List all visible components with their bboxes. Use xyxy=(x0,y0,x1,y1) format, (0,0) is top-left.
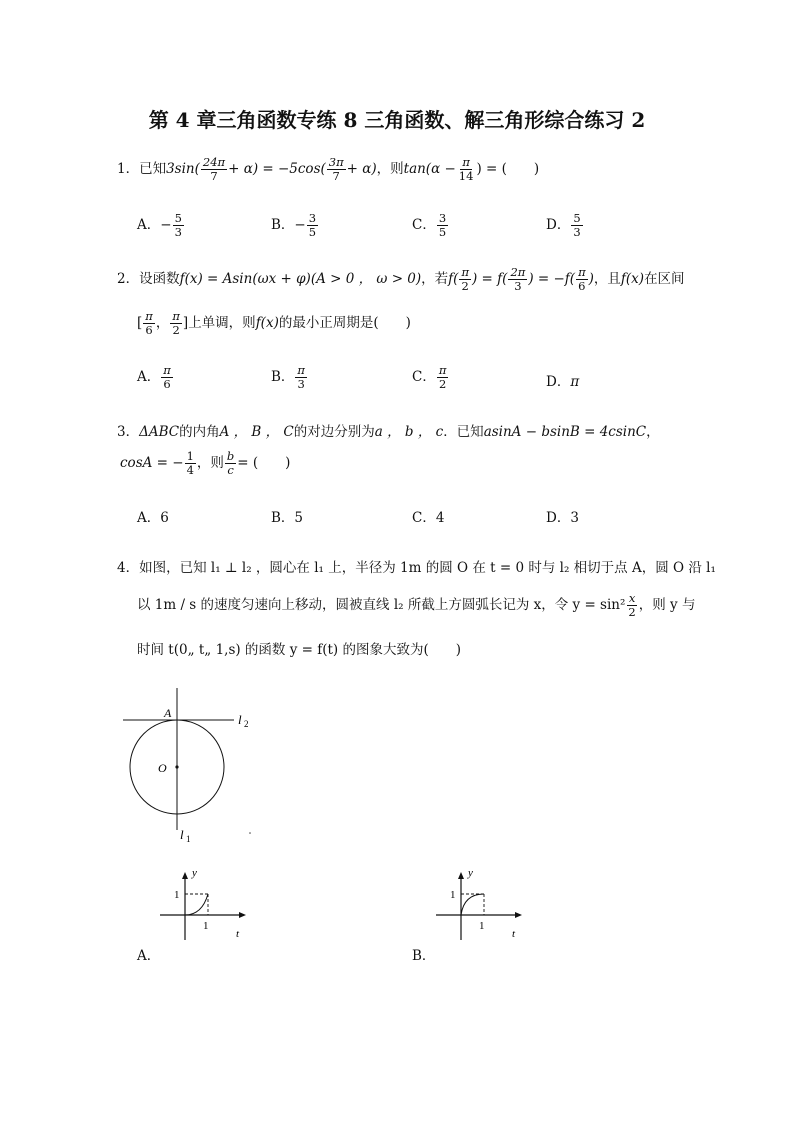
option-a[interactable]: A．− $\frac{5}{3}$ xyxy=(137,211,182,239)
label-a: A xyxy=(164,706,172,720)
question-3-line-2: cosA = − $\frac{1}{4}$ ，则 $\frac{b}{c}$ = ( ) xyxy=(120,449,291,477)
graph-option-b xyxy=(436,862,536,942)
question-4-line-2: 以 1m / s 的速度匀速向上移动，圆被直线 l₂ 所截上方圆弧长记为 x，令 y = sin² $\frac{x}{2}$ ，则 y 与 xyxy=(137,591,696,619)
y-axis-arrow xyxy=(458,872,464,879)
math: f(x) xyxy=(620,271,645,287)
y-tick: 1 xyxy=(174,889,180,901)
curve xyxy=(185,894,208,915)
graph-b-label[interactable]: B． xyxy=(412,948,436,964)
y-axis-arrow xyxy=(182,872,188,879)
fraction: $\frac{1}{4}$ xyxy=(186,449,194,477)
fraction: $\frac{\pi}{14}$ xyxy=(458,155,474,183)
math: f( xyxy=(448,271,459,287)
question-number: 2． xyxy=(117,271,140,287)
page-title: 第 4 章三角函数专练 8 三角函数、解三角形综合练习 2 xyxy=(148,108,646,132)
math: ) = f( xyxy=(472,271,508,287)
fraction: $\frac{\pi}{2}$ xyxy=(461,265,469,293)
q-text: 在区间 xyxy=(644,271,685,287)
graph-a-label[interactable]: A． xyxy=(137,948,161,964)
question-1 xyxy=(117,156,539,183)
graph-option-a xyxy=(160,862,260,942)
label-l2: l xyxy=(238,712,242,727)
q-text: ， xyxy=(646,424,660,440)
fraction: $\frac{2\pi}{3}$ xyxy=(510,265,526,293)
q-text: 已知 xyxy=(139,161,167,177)
question-2-line-2: [ $\frac{\pi}{6}$ ， $\frac{\pi}{2}$ ]上单调，则f(x)的最小正周期是( ) xyxy=(137,309,411,337)
y-label: y xyxy=(192,867,197,879)
label-l1-sub: 1 xyxy=(186,834,191,844)
fraction: $\frac{\pi}{6}$ xyxy=(145,309,153,337)
math: 3sin( xyxy=(166,161,200,177)
option-c[interactable]: C．4 xyxy=(412,510,445,526)
question-number: 3． xyxy=(117,424,140,440)
fraction: $\frac{b}{c}$ xyxy=(226,449,235,477)
q-text: ，且 xyxy=(593,271,621,287)
x-axis-arrow xyxy=(515,912,522,918)
q-text: ) = ( ) xyxy=(476,161,540,177)
q-text: 的内角 xyxy=(179,424,220,440)
math: + α) xyxy=(346,161,377,177)
math: ) = −f( xyxy=(528,271,576,287)
question-4-line-3: 时间 t(0„ t„ 1,s) 的函数 y = f(t) 的图象大致为( ) xyxy=(137,642,462,658)
x-axis-arrow xyxy=(239,912,246,918)
option-a[interactable]: A． $\frac{\pi}{6}$ xyxy=(137,363,171,391)
question-number: 1． xyxy=(117,161,140,177)
circle-figure xyxy=(110,680,270,850)
option-a[interactable]: A．6 xyxy=(137,510,169,526)
math: f(x) = Asin(ωx + φ)(A > 0 ， ω > 0) xyxy=(179,271,422,287)
fraction: $\frac{24\pi}{7}$ xyxy=(202,155,226,183)
label-o: O xyxy=(158,761,167,775)
y-tick: 1 xyxy=(450,889,456,901)
x-tick: 1 xyxy=(479,920,485,932)
option-b[interactable]: B．5 xyxy=(271,510,304,526)
stray-dot xyxy=(249,832,251,834)
option-b[interactable]: B．− $\frac{3}{5}$ xyxy=(271,211,317,239)
label-l1: l xyxy=(180,827,184,842)
fraction: $\frac{x}{2}$ xyxy=(628,591,636,619)
math: ΔABC xyxy=(139,424,180,440)
curve xyxy=(461,894,484,915)
q-text: 设函数 xyxy=(139,271,180,287)
q-text: ，则 xyxy=(376,161,404,177)
option-d[interactable]: D． $\frac{5}{3}$ xyxy=(546,211,581,239)
q-text: 的对边分别为 xyxy=(293,424,375,440)
q-text: ，若 xyxy=(421,271,449,287)
option-d[interactable]: D．3 xyxy=(546,510,579,526)
y-label: y xyxy=(468,867,473,879)
question-4 xyxy=(117,556,716,576)
math: asinA − bsinB = 4csinC xyxy=(483,424,647,440)
math: a ， b ， c xyxy=(374,424,444,440)
option-d[interactable]: D．π xyxy=(546,374,580,390)
math: + α) = −5cos( xyxy=(228,161,326,177)
fraction: $\frac{\pi}{6}$ xyxy=(578,265,586,293)
math: tan(α − xyxy=(403,161,456,177)
x-label: t xyxy=(236,928,240,940)
question-2 xyxy=(117,266,685,293)
x-label: t xyxy=(512,928,516,940)
x-tick: 1 xyxy=(203,920,209,932)
math: A ， B ， C xyxy=(219,424,294,440)
option-c[interactable]: C． $\frac{\pi}{2}$ xyxy=(412,363,447,391)
fraction: $\frac{3\pi}{7}$ xyxy=(328,155,344,183)
q-text: 如图，已知 l₁ ⊥ l₂ ，圆心在 l₁ 上，半径为 1m 的圆 O 在 t = 0 时与 l₂ 相切于点 A，圆 O 沿 l₁ xyxy=(139,560,716,576)
center-point xyxy=(175,765,178,768)
option-c[interactable]: C． $\frac{3}{5}$ xyxy=(412,211,447,239)
fraction: $\frac{\pi}{2}$ xyxy=(172,309,180,337)
question-3 xyxy=(117,420,660,440)
option-b[interactable]: B． $\frac{\pi}{3}$ xyxy=(271,363,305,391)
label-l2-sub: 2 xyxy=(244,719,249,729)
q-text: ．已知 xyxy=(443,424,484,440)
question-number: 4． xyxy=(117,560,140,576)
math: ) xyxy=(588,271,594,287)
